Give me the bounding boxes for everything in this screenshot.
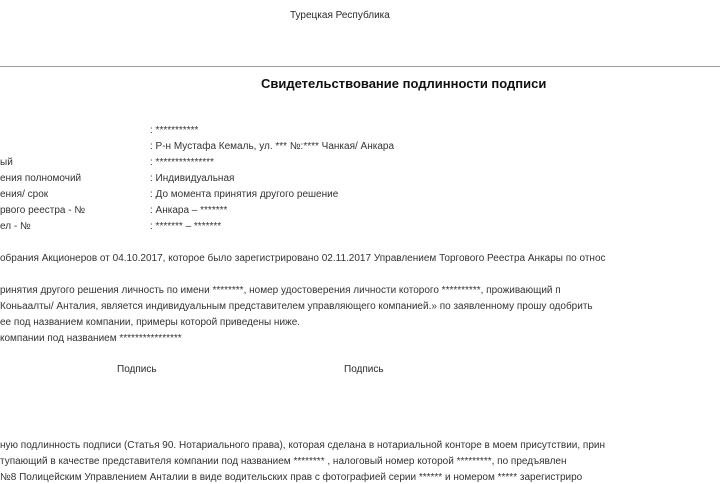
- divider: [0, 66, 720, 67]
- field-label-3: ый: [0, 157, 13, 168]
- field-label-7: ел - №: [0, 221, 31, 232]
- signature-label-right: Подпись: [344, 364, 384, 375]
- paragraph-decision-line-1: ринятия другого решения личность по имени ********, номер удостоверения личности которого **********, проживающий п: [0, 285, 561, 296]
- field-value-4: : Индивидуальная: [150, 173, 235, 184]
- signature-label-left: Подпись: [117, 364, 157, 375]
- field-label-4: ения полномочий: [0, 173, 82, 184]
- field-value-2: : Р-н Мустафа Кемаль, ул. *** №:**** Чанкая/ Анкара: [150, 141, 395, 152]
- field-label-6: рвого реестра - №: [0, 205, 86, 216]
- country-heading: Турецкая Республика: [290, 10, 390, 21]
- paragraph-attestation-line-1: ную подлинность подписи (Статья 90. Нотариального права), которая сделана в нотариальной конторе в моем присутствии, прин: [0, 440, 606, 451]
- paragraph-meeting: обрания Акционеров от 04.10.2017, которое было зарегистрировано 02.11.2017 Управлением Торгового Реестра Анкары по относ: [0, 253, 606, 264]
- document-title: Свидетельствование подлинности подписи: [261, 76, 547, 91]
- paragraph-decision-line-3: ее под названием компании, примеры которой приведены ниже.: [0, 317, 301, 328]
- field-value-1: : ***********: [150, 125, 199, 136]
- paragraph-decision-line-2: Коньаалты/ Анталия, является индивидуальным представителем управляющего компанией.» по заявленному прошу одобрить: [0, 301, 593, 312]
- field-value-5: : До момента принятия другого решение: [150, 189, 339, 200]
- field-label-5: ения/ срок: [0, 189, 49, 200]
- paragraph-attestation-line-3: №8 Полицейским Управлением Анталии в виде водительских прав с фотографией серии ****** и номером ***** зарегистриро: [0, 472, 583, 483]
- paragraph-decision-line-4: компании под названием ****************: [0, 333, 182, 344]
- field-value-6: : Анкара – *******: [150, 205, 228, 216]
- field-value-7: : ******* – *******: [150, 221, 222, 232]
- paragraph-attestation-line-2: тупающий в качестве представителя компании под названием ******** , налоговый номер которой *********, по предъявлен: [0, 456, 567, 467]
- field-value-3: : ***************: [150, 157, 214, 168]
